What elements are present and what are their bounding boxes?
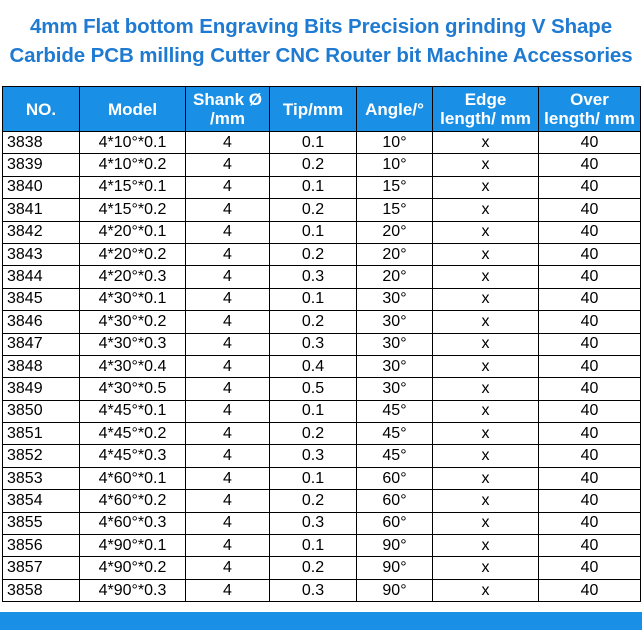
cell-angle: 30° (357, 333, 433, 355)
cell-shank: 4 (186, 557, 270, 579)
cell-angle: 60° (357, 490, 433, 512)
table-row (3, 132, 641, 154)
table-header (3, 87, 641, 132)
cell-over-length: 40 (539, 557, 641, 579)
cell-tip: 0.2 (270, 243, 357, 265)
cell-no: 3840 (3, 176, 80, 198)
cell-tip: 0.2 (270, 490, 357, 512)
table-row (3, 154, 641, 176)
table-body (3, 132, 641, 602)
cell-no: 3855 (3, 512, 80, 534)
cell-model: 4*30°*0.3 (80, 333, 186, 355)
cell-model: 4*10°*0.1 (80, 132, 186, 154)
cell-no: 3847 (3, 333, 80, 355)
cell-angle: 10° (357, 154, 433, 176)
cell-over-length: 40 (539, 423, 641, 445)
cell-shank: 4 (186, 467, 270, 489)
cell-model: 4*20°*0.2 (80, 243, 186, 265)
cell-over-length: 40 (539, 445, 641, 467)
cell-no: 3853 (3, 467, 80, 489)
table-row (3, 423, 641, 445)
cell-tip: 0.2 (270, 423, 357, 445)
cell-angle: 10° (357, 132, 433, 154)
cell-tip: 0.2 (270, 154, 357, 176)
table-row (3, 400, 641, 422)
table-row (3, 512, 641, 534)
cell-model: 4*45°*0.2 (80, 423, 186, 445)
cell-shank: 4 (186, 154, 270, 176)
cell-shank: 4 (186, 512, 270, 534)
table-row (3, 378, 641, 400)
cell-over-length: 40 (539, 243, 641, 265)
title-line-1: 4mm Flat bottom Engraving Bits Precision grinding V Shape (29, 15, 613, 38)
cell-model: 4*30°*0.1 (80, 288, 186, 310)
cell-edge-length: x (433, 221, 539, 243)
table-row (3, 445, 641, 467)
table-row (3, 311, 641, 333)
cell-edge-length: x (433, 311, 539, 333)
cell-no: 3845 (3, 288, 80, 310)
table-row (3, 579, 641, 601)
cell-shank: 4 (186, 445, 270, 467)
cell-edge-length: x (433, 467, 539, 489)
cell-over-length: 40 (539, 467, 641, 489)
cell-shank: 4 (186, 266, 270, 288)
cell-over-length: 40 (539, 132, 641, 154)
cell-model: 4*15°*0.1 (80, 176, 186, 198)
cell-angle: 20° (357, 243, 433, 265)
cell-over-length: 40 (539, 176, 641, 198)
cell-no: 3856 (3, 535, 80, 557)
title-line-2: Carbide PCB milling Cutter CNC Router bit Machine Accessories (9, 44, 633, 67)
cell-over-length: 40 (539, 221, 641, 243)
cell-tip: 0.3 (270, 333, 357, 355)
cell-model: 4*60°*0.1 (80, 467, 186, 489)
cell-edge-length: x (433, 355, 539, 377)
cell-no: 3846 (3, 311, 80, 333)
cell-shank: 4 (186, 243, 270, 265)
table-row (3, 221, 641, 243)
cell-angle: 90° (357, 557, 433, 579)
cell-angle: 45° (357, 400, 433, 422)
header-shank-line1: Shank Ø (193, 90, 262, 109)
cell-over-length: 40 (539, 400, 641, 422)
cell-over-length: 40 (539, 199, 641, 221)
cell-edge-length: x (433, 378, 539, 400)
header-no: NO. (3, 87, 80, 132)
header-over-line1: Over (570, 90, 609, 109)
cell-no: 3844 (3, 266, 80, 288)
table-row (3, 333, 641, 355)
cell-over-length: 40 (539, 333, 641, 355)
cell-edge-length: x (433, 579, 539, 601)
cell-over-length: 40 (539, 490, 641, 512)
cell-angle: 15° (357, 199, 433, 221)
cell-model: 4*90°*0.1 (80, 535, 186, 557)
cell-model: 4*90°*0.2 (80, 557, 186, 579)
header-edge-line2: length/ mm (440, 109, 531, 128)
cell-tip: 0.1 (270, 176, 357, 198)
cell-tip: 0.3 (270, 579, 357, 601)
table-row (3, 266, 641, 288)
cell-no: 3849 (3, 378, 80, 400)
cell-shank: 4 (186, 355, 270, 377)
cell-shank: 4 (186, 221, 270, 243)
cell-edge-length: x (433, 154, 539, 176)
header-over-length (539, 87, 641, 132)
header-row (3, 87, 641, 132)
table-row (3, 288, 641, 310)
cell-tip: 0.4 (270, 355, 357, 377)
cell-model: 4*60°*0.2 (80, 490, 186, 512)
cell-model: 4*60°*0.3 (80, 512, 186, 534)
cell-over-length: 40 (539, 535, 641, 557)
cell-over-length: 40 (539, 266, 641, 288)
cell-no: 3858 (3, 579, 80, 601)
cell-model: 4*30°*0.4 (80, 355, 186, 377)
header-over-line2: length/ mm (544, 109, 635, 128)
cell-edge-length: x (433, 266, 539, 288)
cell-edge-length: x (433, 400, 539, 422)
cell-no: 3843 (3, 243, 80, 265)
cell-shank: 4 (186, 199, 270, 221)
page-title (0, 12, 642, 70)
cell-shank: 4 (186, 288, 270, 310)
cell-tip: 0.1 (270, 467, 357, 489)
cell-model: 4*20°*0.3 (80, 266, 186, 288)
table-row (3, 490, 641, 512)
cell-angle: 90° (357, 535, 433, 557)
cell-over-length: 40 (539, 355, 641, 377)
cell-tip: 0.1 (270, 400, 357, 422)
cell-angle: 60° (357, 467, 433, 489)
cell-tip: 0.2 (270, 557, 357, 579)
header-shank (186, 87, 270, 132)
cell-shank: 4 (186, 132, 270, 154)
cell-angle: 30° (357, 288, 433, 310)
cell-shank: 4 (186, 176, 270, 198)
table-row (3, 199, 641, 221)
cell-edge-length: x (433, 176, 539, 198)
cell-edge-length: x (433, 423, 539, 445)
cell-tip: 0.3 (270, 266, 357, 288)
table-row (3, 535, 641, 557)
cell-over-length: 40 (539, 288, 641, 310)
cell-tip: 0.3 (270, 445, 357, 467)
header-shank-line2: /mm (210, 109, 245, 128)
spec-table (2, 86, 641, 602)
cell-no: 3854 (3, 490, 80, 512)
cell-model: 4*20°*0.1 (80, 221, 186, 243)
cell-angle: 30° (357, 355, 433, 377)
cell-tip: 0.1 (270, 288, 357, 310)
cell-tip: 0.3 (270, 512, 357, 534)
cell-no: 3842 (3, 221, 80, 243)
cell-model: 4*45°*0.3 (80, 445, 186, 467)
cell-tip: 0.2 (270, 199, 357, 221)
cell-angle: 30° (357, 378, 433, 400)
cell-over-length: 40 (539, 378, 641, 400)
cell-angle: 45° (357, 445, 433, 467)
cell-over-length: 40 (539, 512, 641, 534)
cell-model: 4*30°*0.5 (80, 378, 186, 400)
cell-no: 3850 (3, 400, 80, 422)
cell-no: 3848 (3, 355, 80, 377)
cell-angle: 90° (357, 579, 433, 601)
cell-no: 3839 (3, 154, 80, 176)
cell-edge-length: x (433, 490, 539, 512)
cell-model: 4*90°*0.3 (80, 579, 186, 601)
table-row (3, 243, 641, 265)
cell-shank: 4 (186, 423, 270, 445)
cell-over-length: 40 (539, 311, 641, 333)
cell-angle: 45° (357, 423, 433, 445)
cell-edge-length: x (433, 333, 539, 355)
cell-shank: 4 (186, 579, 270, 601)
cell-edge-length: x (433, 288, 539, 310)
cell-tip: 0.1 (270, 535, 357, 557)
header-angle: Angle/° (357, 87, 433, 132)
cell-edge-length: x (433, 243, 539, 265)
cell-edge-length: x (433, 199, 539, 221)
cell-edge-length: x (433, 535, 539, 557)
cell-angle: 20° (357, 221, 433, 243)
cell-tip: 0.1 (270, 221, 357, 243)
cell-no: 3838 (3, 132, 80, 154)
header-model: Model (80, 87, 186, 132)
cell-edge-length: x (433, 557, 539, 579)
cell-over-length: 40 (539, 579, 641, 601)
cell-tip: 0.5 (270, 378, 357, 400)
cell-model: 4*45°*0.1 (80, 400, 186, 422)
table-row (3, 467, 641, 489)
cell-model: 4*10°*0.2 (80, 154, 186, 176)
cell-over-length: 40 (539, 154, 641, 176)
table-row (3, 557, 641, 579)
header-edge-line1: Edge (464, 90, 507, 109)
cell-shank: 4 (186, 378, 270, 400)
cell-shank: 4 (186, 400, 270, 422)
cell-shank: 4 (186, 333, 270, 355)
bottom-bar (0, 612, 642, 630)
cell-no: 3857 (3, 557, 80, 579)
cell-no: 3852 (3, 445, 80, 467)
cell-tip: 0.2 (270, 311, 357, 333)
header-edge-length (433, 87, 539, 132)
cell-angle: 20° (357, 266, 433, 288)
header-tip: Tip/mm (270, 87, 357, 132)
cell-model: 4*15°*0.2 (80, 199, 186, 221)
cell-edge-length: x (433, 445, 539, 467)
table-row (3, 355, 641, 377)
cell-edge-length: x (433, 512, 539, 534)
cell-shank: 4 (186, 490, 270, 512)
cell-no: 3851 (3, 423, 80, 445)
cell-shank: 4 (186, 535, 270, 557)
cell-angle: 30° (357, 311, 433, 333)
table-row (3, 176, 641, 198)
cell-model: 4*30°*0.2 (80, 311, 186, 333)
cell-tip: 0.1 (270, 132, 357, 154)
cell-angle: 60° (357, 512, 433, 534)
cell-shank: 4 (186, 311, 270, 333)
cell-angle: 15° (357, 176, 433, 198)
cell-edge-length: x (433, 132, 539, 154)
cell-no: 3841 (3, 199, 80, 221)
